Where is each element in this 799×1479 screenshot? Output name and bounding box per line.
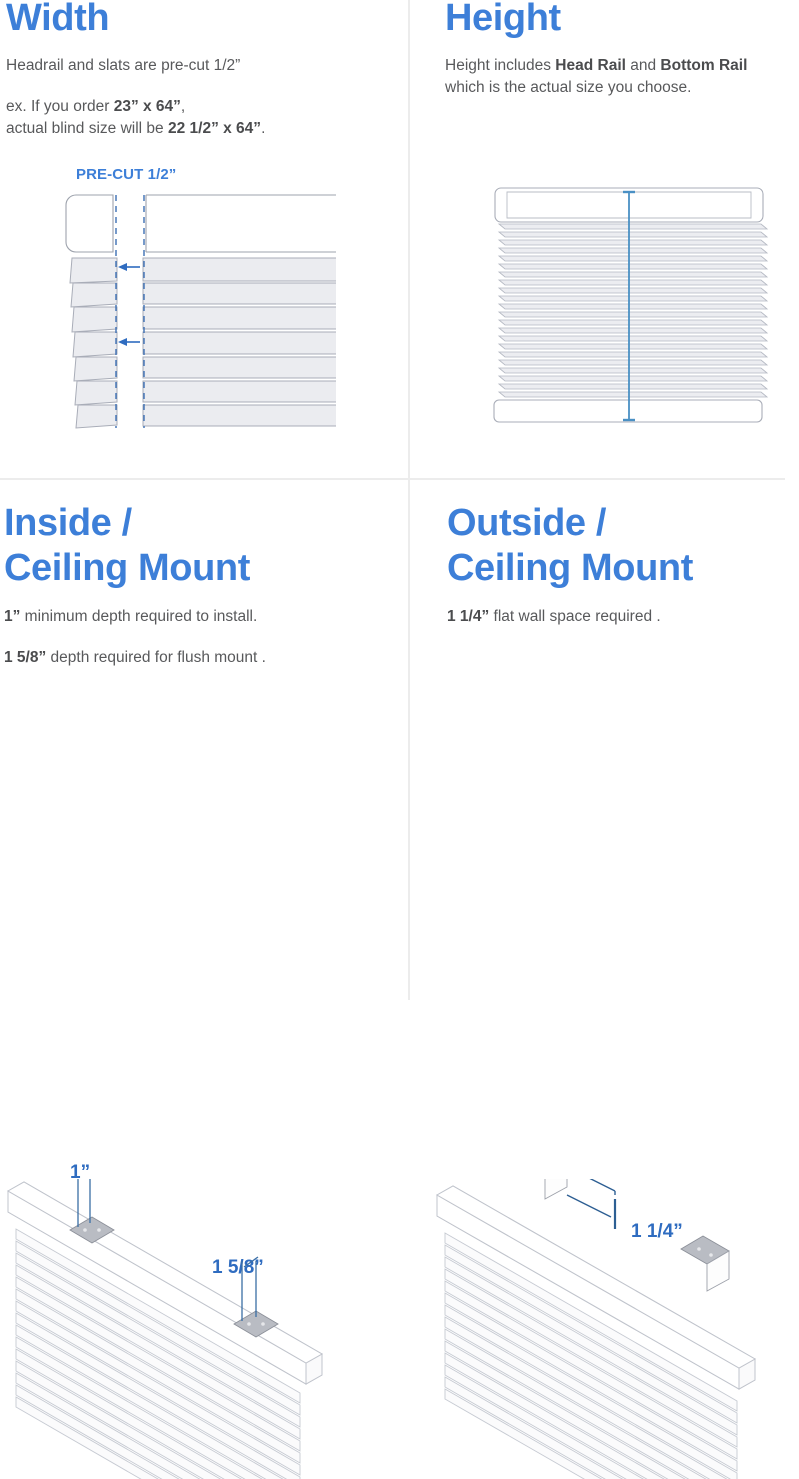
inside-p2-rest: depth required for flush mount . [46,649,266,666]
outside-paragraph [447,606,662,628]
inside-text-block [4,501,404,669]
height-p-prefix: Height includes [445,57,556,74]
outside-heading-line-2: Ceiling Mount [447,547,693,589]
bottom-rail [494,400,762,422]
inside-callout-2: 1 5/8” [212,1257,264,1278]
outside-heading-line-1: Outside / [447,502,606,544]
section-height [409,0,785,478]
outside-dimension-1 [567,1169,615,1229]
precut-label: PRE-CUT 1/2” [76,166,177,183]
inside-callout-1: 1” [70,1162,91,1183]
height-text-block [445,0,775,99]
inside-paragraph-2 [4,647,404,669]
inside-mount-diagram [0,1179,400,1479]
height-p-mid: and [625,57,661,74]
inside-paragraph-1 [4,606,404,628]
width-p2-line2-prefix: actual blind size will be [6,120,168,137]
inside-heading-line-1: Inside / [4,502,132,544]
outside-callout-1: 1 1/4” [631,1221,683,1242]
cut-arrow-lower [118,338,140,346]
height-paragraph [445,55,775,99]
height-heading: Height [445,0,561,39]
width-p2-bold-2: 22 1/2” x 64” [167,120,262,137]
outside-mount-diagram [419,1179,799,1479]
width-p2-mid: , [180,98,186,115]
width-p2-bold-1: 23” x 64” [113,98,181,115]
width-paragraph-1: Headrail and slats are pre-cut 1/2” [6,57,241,74]
section-inside-mount [0,479,408,1278]
cut-arrow-upper [118,263,140,271]
height-p-bold-1: Head Rail [555,57,626,74]
inside-heading-line-2: Ceiling Mount [4,547,250,589]
width-heading: Width [6,0,110,39]
headrail-left-offcut [66,195,113,252]
height-p-bold-2: Bottom Rail [660,57,748,74]
inside-p1-bold: 1” [4,608,21,625]
width-precut-diagram [0,190,408,430]
slat-main-stack [143,258,340,426]
inside-p1-rest: minimum depth required to install. [20,608,258,625]
slat-offcut-stack [70,258,117,428]
height-p-suffix: which is the actual size you choose. [445,79,692,96]
outside-bracket-1 [519,1144,567,1199]
outside-p-rest: flat wall space required . [489,608,661,625]
width-p2-prefix: ex. If you order [6,98,114,115]
width-paragraph-2 [6,96,401,140]
height-blind-diagram [489,180,779,435]
slat-stack [499,224,767,397]
outside-p-bold: 1 1/4” [447,608,490,625]
width-p2-suffix: . [261,120,266,137]
outside-bracket-2 [681,1236,729,1291]
outside-text-block [447,501,777,628]
section-width [0,0,408,478]
section-outside-mount [409,479,785,1242]
headrail-main [146,195,340,252]
inside-p2-bold: 1 5/8” [4,649,47,666]
width-text-block [6,0,401,140]
